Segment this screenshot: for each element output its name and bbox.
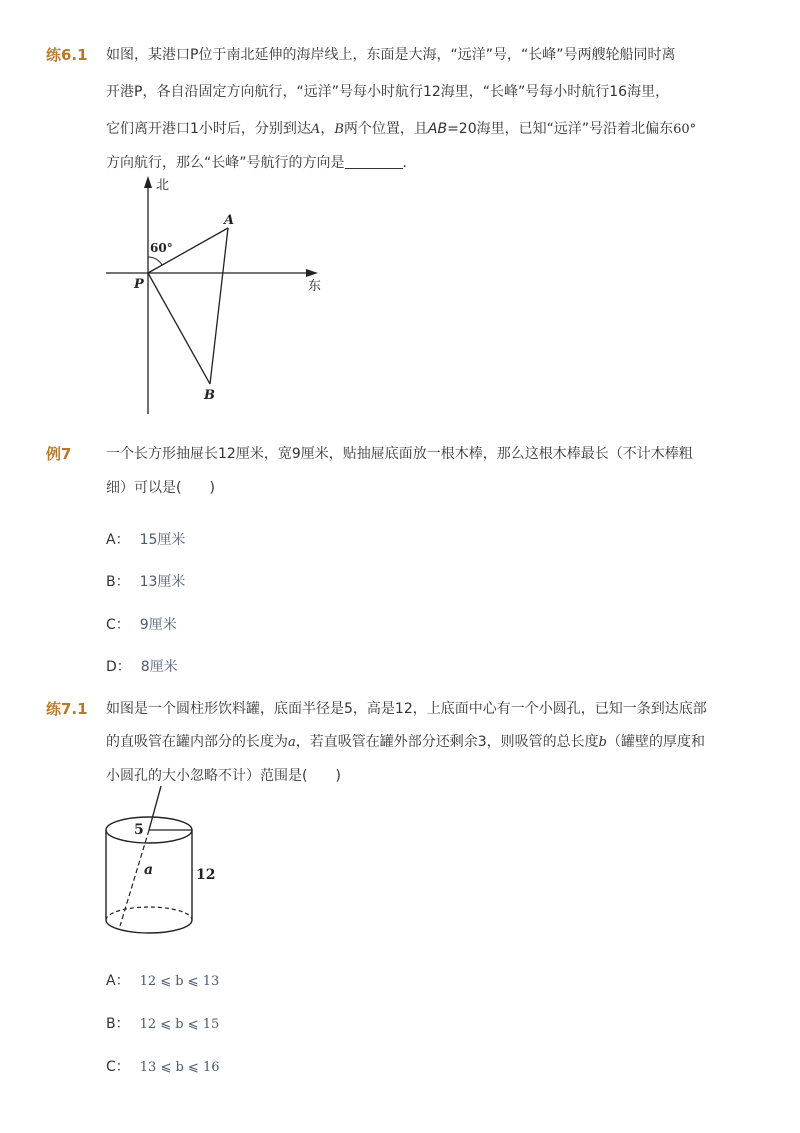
q6-1-text: ． bbox=[402, 155, 417, 171]
east-label: 东 bbox=[308, 279, 322, 294]
var-a: a bbox=[288, 735, 296, 750]
q6-1-text: 方向航行，那么“长峰”号航行的方向是 bbox=[106, 155, 345, 171]
option-value: 15厘米 bbox=[139, 532, 186, 548]
height-label: 12 bbox=[196, 867, 216, 883]
q6-1-line-1: 如图，某港口P位于南北延伸的海岸线上，东面是大海，“远洋”号，“长峰”号两艘轮船同时离 bbox=[106, 47, 676, 63]
option-key: C： bbox=[106, 1059, 130, 1075]
a-label: a bbox=[144, 862, 154, 878]
option-key: B： bbox=[106, 574, 130, 590]
q7-1-option-a[interactable] bbox=[106, 970, 219, 990]
straw-inside bbox=[120, 830, 149, 926]
compass-diagram bbox=[100, 172, 330, 420]
var-b: b bbox=[598, 735, 607, 750]
q7-line-1: 一个长方形抽屉长12厘米，宽9厘米，贴抽屉底面放一根木棒，那么这根木棒最长（不计木棒粗 bbox=[106, 446, 693, 462]
q7-1-line-3: 小圆孔的大小忽略不计）范围是( ) bbox=[106, 768, 341, 784]
east-arrow-icon bbox=[306, 269, 318, 277]
q7-1-option-b[interactable] bbox=[106, 1013, 219, 1033]
cylinder-diagram bbox=[100, 784, 230, 944]
segment-PB bbox=[148, 273, 210, 384]
point-A-label: A bbox=[224, 213, 235, 228]
answer-blank[interactable] bbox=[345, 155, 403, 169]
var-AB: AB bbox=[427, 121, 448, 137]
option-value: 8厘米 bbox=[140, 659, 178, 675]
q6-1-line-2: 开港P，各自沿固定方向航行，“远洋”号每小时航行12海里，“长峰”号每小时航行16海里， bbox=[106, 84, 670, 100]
cylinder-bottom-front bbox=[106, 920, 192, 933]
segment-AB bbox=[210, 228, 228, 384]
q7-option-d[interactable] bbox=[106, 656, 178, 676]
option-value: 13 ⩽ b ⩽ 16 bbox=[139, 1060, 220, 1075]
q6-1-text: 它们离开港口1小时后，分别到达 bbox=[106, 121, 311, 137]
straw-outside bbox=[149, 786, 161, 830]
example-tag-7: 例7 bbox=[46, 445, 72, 463]
point-B-label: B bbox=[204, 388, 215, 403]
angle-arc bbox=[148, 257, 162, 265]
q7-line-2: 细）可以是( ) bbox=[106, 480, 215, 496]
angle-label: 60° bbox=[150, 241, 173, 255]
option-value: 9厘米 bbox=[139, 617, 177, 633]
var-B: B bbox=[334, 122, 344, 137]
q6-1-line-3 bbox=[106, 118, 696, 138]
q6-1-text: ， bbox=[320, 121, 335, 137]
north-arrow-icon bbox=[144, 176, 152, 188]
option-key: B： bbox=[106, 1016, 130, 1032]
option-value: 13厘米 bbox=[139, 574, 186, 590]
option-value: 12 ⩽ b ⩽ 13 bbox=[139, 974, 220, 989]
exercise-tag-6-1: 练6.1 bbox=[46, 46, 88, 64]
north-label: 北 bbox=[156, 178, 170, 193]
q7-option-b[interactable] bbox=[106, 571, 185, 591]
option-key: A： bbox=[106, 532, 130, 548]
q7-1-option-c[interactable] bbox=[106, 1056, 220, 1076]
angle-value: 60° bbox=[673, 122, 697, 137]
option-key: A： bbox=[106, 973, 130, 989]
q7-1-line-2 bbox=[106, 731, 705, 751]
q7-1-text: （罐壁的厚度和 bbox=[607, 734, 705, 750]
radius-label: 5 bbox=[134, 822, 144, 838]
exercise-tag-7-1: 练7.1 bbox=[46, 700, 88, 718]
var-A: A bbox=[310, 122, 321, 137]
option-value: 12 ⩽ b ⩽ 15 bbox=[139, 1017, 220, 1032]
option-key: D： bbox=[106, 659, 131, 675]
q6-1-text: =20海里，已知“远洋”号沿着北偏东 bbox=[447, 121, 674, 137]
q7-1-line-1: 如图是一个圆柱形饮料罐，底面半径是5，高是12，上底面中心有一个小圆孔，已知一条到达底部 bbox=[106, 701, 707, 717]
q6-1-line-4 bbox=[106, 152, 417, 172]
q6-1-text: 两个位置，且 bbox=[343, 121, 428, 137]
option-key: C： bbox=[106, 617, 130, 633]
q7-option-c[interactable] bbox=[106, 614, 177, 634]
q7-1-text: 的直吸管在罐内部分的长度为 bbox=[106, 734, 288, 750]
q7-option-a[interactable] bbox=[106, 529, 185, 549]
q7-1-text: ，若直吸管在罐外部分还剩余3，则吸管的总长度 bbox=[295, 734, 599, 750]
cylinder-bottom-back bbox=[106, 907, 192, 920]
point-P-label: P bbox=[134, 277, 144, 292]
